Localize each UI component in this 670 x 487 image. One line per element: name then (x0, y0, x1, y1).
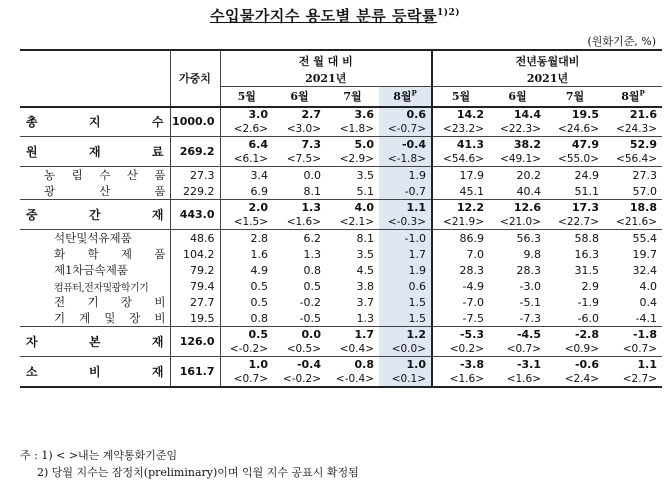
mom-group-header: 전 월 대 비 (220, 50, 432, 70)
table-cell: -0.4 (379, 137, 432, 152)
table-cell: 52.9 (629, 137, 658, 151)
table-cell: -4.1 (635, 311, 658, 325)
table-cell: 0.0 (301, 327, 321, 341)
table-cell: 86.9 (432, 230, 489, 247)
table-cell: 55.4 (632, 231, 658, 245)
table-cell: <1.6> (432, 372, 489, 387)
table-cell: <0.7> (506, 342, 541, 355)
table-cell: <-0.4> (335, 372, 374, 385)
table-cell: -0.4 (296, 357, 321, 371)
table-cell: 3.0 (220, 107, 273, 122)
weight-cell: 229.2 (170, 183, 220, 200)
table-cell: 0.8 (220, 310, 273, 327)
table-cell: 0.8 (303, 263, 321, 277)
table-cell: <3.0> (286, 122, 321, 135)
table-cell: 9.8 (523, 247, 541, 261)
table-cell: <54.6> (432, 152, 489, 167)
table-cell: <1.5> (220, 215, 273, 230)
table-cell: 3.5 (356, 247, 374, 261)
table-cell: 0.6 (379, 278, 432, 294)
table-cell: <21.0> (500, 215, 541, 228)
table-cell: 2.7 (301, 108, 321, 121)
table-cell: 58.8 (574, 231, 599, 245)
table-cell: -1.9 (577, 295, 599, 309)
table-row (20, 310, 662, 327)
month-header: 6월 (508, 90, 527, 104)
table-cell: 17.3 (571, 200, 599, 214)
table-cell: <2.6> (220, 122, 273, 137)
table-cell: 1.3 (303, 247, 321, 261)
table-cell: 17.9 (432, 167, 489, 184)
table-cell: 3.6 (354, 108, 374, 121)
table-cell: 47.9 (571, 137, 599, 151)
table-cell: <-0.2> (220, 342, 273, 357)
table-cell: -5.3 (432, 327, 489, 342)
table-cell: 5.1 (356, 184, 374, 198)
table-cell: <1.8> (339, 122, 374, 135)
table-row (20, 294, 662, 310)
table-row (20, 183, 662, 200)
table-row (20, 357, 662, 372)
table-cell: -0.2 (299, 295, 321, 309)
table-cell: 12.6 (513, 200, 541, 214)
row-label: 광 산 품 (44, 184, 166, 198)
weight-cell: 27.7 (170, 294, 220, 310)
row-label: 자 본 재 (26, 335, 164, 349)
weight-cell: 48.6 (170, 230, 220, 247)
mom-year: 2021년 (220, 70, 432, 87)
table-cell: 6.2 (303, 231, 321, 245)
weight-cell: 104.2 (170, 246, 220, 262)
table-cell: 0.8 (354, 357, 374, 371)
table-cell: -7.0 (432, 294, 489, 310)
table-cell: <21.9> (432, 215, 489, 230)
yoy-year: 2021년 (432, 70, 662, 87)
table-cell: 1.5 (379, 310, 432, 327)
table-cell: 2.0 (220, 200, 273, 215)
table-cell: 21.6 (629, 108, 658, 121)
yoy-group-header: 전년동월대비 (432, 50, 662, 70)
table-cell: <1.6> (506, 372, 541, 385)
row-label: 전 기 장 비 (54, 295, 166, 309)
table-cell: -3.0 (519, 279, 541, 293)
table-cell: 16.3 (574, 247, 599, 261)
weight-cell: 269.2 (170, 137, 220, 167)
table-cell: 51.1 (574, 184, 599, 198)
table-cell: <-0.2> (282, 372, 321, 385)
page-title: 수입물가지수 용도별 분류 등락률$^{1)2)}$ (209, 7, 461, 25)
row-label: 중 간 재 (26, 208, 164, 222)
table-cell: 12.2 (432, 200, 489, 215)
table-row (20, 137, 662, 152)
month-header: 5월 (220, 87, 273, 107)
table-row (20, 230, 662, 247)
month-header: 7월 (565, 90, 585, 104)
table-cell: <6.1> (220, 152, 273, 167)
table-cell: 1.3 (356, 311, 374, 325)
table-cell: 41.3 (432, 137, 489, 152)
month-header: 5월 (432, 87, 489, 107)
table-cell: 3.4 (220, 167, 273, 184)
weight-cell: 27.3 (170, 167, 220, 184)
table-cell: -4.5 (516, 327, 541, 341)
table-cell: 1.0 (379, 357, 432, 372)
row-label: 기 계 및 장 비 (54, 311, 166, 325)
table-cell: 1.3 (301, 200, 321, 214)
table-cell: 1.7 (379, 246, 432, 262)
table-cell: 7.0 (432, 246, 489, 262)
table-cell: 5.0 (354, 137, 374, 151)
table-cell: -5.1 (519, 295, 541, 309)
table-cell: <0.7> (622, 342, 658, 355)
row-label: 소 비 재 (26, 364, 164, 379)
table-cell: -4.9 (432, 278, 489, 294)
table-cell: 4.9 (220, 262, 273, 278)
table-cell: <24.3> (616, 122, 658, 135)
table-cell: 7.3 (301, 137, 321, 151)
month-header: 8월$^P$ (379, 87, 432, 107)
weight-cell: 79.2 (170, 262, 220, 278)
table-cell: <2.9> (339, 152, 374, 165)
table-cell: <22.7> (558, 215, 599, 228)
table-cell: <1.6> (286, 215, 321, 228)
row-label: 제1차금속제품 (54, 263, 128, 277)
table-cell: <23.2> (432, 122, 489, 137)
table-cell: <21.6> (616, 215, 658, 228)
table-cell: 0.0 (303, 168, 321, 182)
footnote-1: 주 : 1) < >내는 계약통화기준임 (20, 449, 178, 462)
table-cell: 1.2 (379, 327, 432, 342)
table-cell: 1.6 (220, 246, 273, 262)
table-cell: <7.5> (286, 152, 321, 165)
table-cell: 8.1 (303, 184, 321, 198)
table-cell: 1.9 (379, 167, 432, 184)
weight-cell: 79.4 (170, 278, 220, 294)
table-cell: 2.8 (220, 230, 273, 247)
table-row (20, 278, 662, 294)
table-cell: 28.3 (516, 263, 541, 277)
table-cell: 1.0 (220, 357, 273, 372)
table-cell: <0.2> (432, 342, 489, 357)
table-cell: 0.4 (639, 295, 658, 309)
table-cell: <22.3> (500, 122, 541, 135)
weight-cell: 126.0 (170, 327, 220, 357)
table-cell: -0.6 (574, 357, 599, 371)
table-cell: 27.3 (632, 168, 658, 182)
table-cell: 28.3 (432, 262, 489, 278)
table-cell: <2.4> (564, 372, 599, 385)
table-row (20, 262, 662, 278)
table-cell: <24.6> (558, 122, 599, 135)
row-label: 화 학 제 품 (54, 247, 166, 261)
table-cell: -3.1 (516, 357, 541, 371)
footnotes (20, 447, 359, 481)
table-cell: <0.9> (564, 342, 599, 355)
table-cell: 3.5 (356, 168, 374, 182)
row-label: 총 지 수 (26, 115, 164, 130)
table-cell: 1.7 (354, 327, 374, 341)
month-header: 6월 (290, 90, 309, 104)
table-cell: 19.7 (632, 247, 658, 261)
table-cell: 31.5 (574, 263, 599, 277)
row-label: 농 림 수 산 품 (44, 168, 166, 182)
row-label: 석탄및석유제품 (54, 231, 132, 245)
weight-cell: 19.5 (170, 310, 220, 327)
table-cell: 20.2 (516, 168, 541, 182)
table-cell: 8.1 (356, 231, 374, 245)
table-cell: 32.4 (632, 263, 658, 277)
table-row (20, 107, 662, 122)
table-cell: 1.1 (637, 357, 658, 371)
table-cell: <-0.3> (379, 215, 432, 230)
table-cell: <0.5> (286, 342, 321, 355)
table-cell: 14.2 (432, 107, 489, 122)
table-cell: <0.1> (379, 372, 432, 387)
table-cell: <49.1> (500, 152, 541, 165)
table-cell: <-1.8> (379, 152, 432, 167)
table-cell: 1.5 (379, 294, 432, 310)
table-cell: 57.0 (632, 184, 658, 198)
table-cell: 0.5 (303, 279, 321, 293)
table-row (20, 200, 662, 215)
price-index-table (20, 49, 662, 388)
table-cell: 6.9 (220, 183, 273, 200)
table-row (20, 246, 662, 262)
unit-note: (원화기준, %) (587, 35, 656, 48)
table-cell: <2.7> (622, 372, 658, 385)
table-cell: 0.5 (220, 294, 273, 310)
weight-cell: 161.7 (170, 357, 220, 387)
month-header: 8월$^P$ (621, 88, 645, 104)
row-label: 컴퓨터,전자및광학기기 (54, 282, 149, 294)
table-cell: 14.4 (513, 108, 541, 121)
weight-cell: 443.0 (170, 200, 220, 230)
table-cell: -7.5 (432, 310, 489, 327)
table-cell: 4.0 (639, 279, 658, 293)
table-cell: 38.2 (513, 137, 541, 151)
table-cell: <0.4> (339, 342, 374, 355)
table-cell: 0.5 (220, 327, 273, 342)
month-header: 7월 (343, 90, 362, 104)
table-cell: 6.4 (220, 137, 273, 152)
table-cell: -0.7 (379, 183, 432, 200)
table-cell: 2.9 (581, 279, 599, 293)
table-cell: 4.0 (354, 200, 374, 214)
table-cell: 1.1 (379, 200, 432, 215)
table-cell: 40.4 (516, 184, 541, 198)
weight-cell: 1000.0 (170, 107, 220, 137)
table-cell: <56.4> (616, 152, 658, 165)
table-cell: -7.3 (519, 311, 541, 325)
table-cell: 3.8 (356, 279, 374, 293)
table-cell: -2.8 (574, 327, 599, 341)
table-cell: 18.8 (629, 200, 658, 214)
table-cell: <0.0> (379, 342, 432, 357)
table-cell: 1.9 (379, 262, 432, 278)
table-cell: 0.5 (220, 278, 273, 294)
table-row (20, 167, 662, 184)
table-cell: 4.5 (356, 263, 374, 277)
table-cell: <2.1> (339, 215, 374, 228)
table-cell: 19.5 (571, 108, 599, 121)
table-cell: 0.6 (379, 107, 432, 122)
table-cell: -1.8 (632, 327, 658, 341)
table-cell: 45.1 (432, 183, 489, 200)
footnote-2: 2) 당월 지수는 잠정치(preliminary)이며 익월 지수 공표시 확정됨 (37, 466, 359, 479)
weight-header: 가중치 (170, 50, 220, 107)
table-cell: -1.0 (379, 230, 432, 247)
table-cell: 56.3 (516, 231, 541, 245)
table-cell: <0.7> (220, 372, 273, 387)
table-cell: -3.8 (432, 357, 489, 372)
table-cell: -0.5 (299, 311, 321, 325)
table-row (20, 327, 662, 342)
table-cell: 3.7 (356, 295, 374, 309)
table-cell: <-0.7> (379, 122, 432, 137)
table-cell: 24.9 (574, 168, 599, 182)
row-label: 원 재 료 (26, 145, 164, 159)
table-cell: <55.0> (558, 152, 599, 165)
table-cell: -6.0 (577, 311, 599, 325)
